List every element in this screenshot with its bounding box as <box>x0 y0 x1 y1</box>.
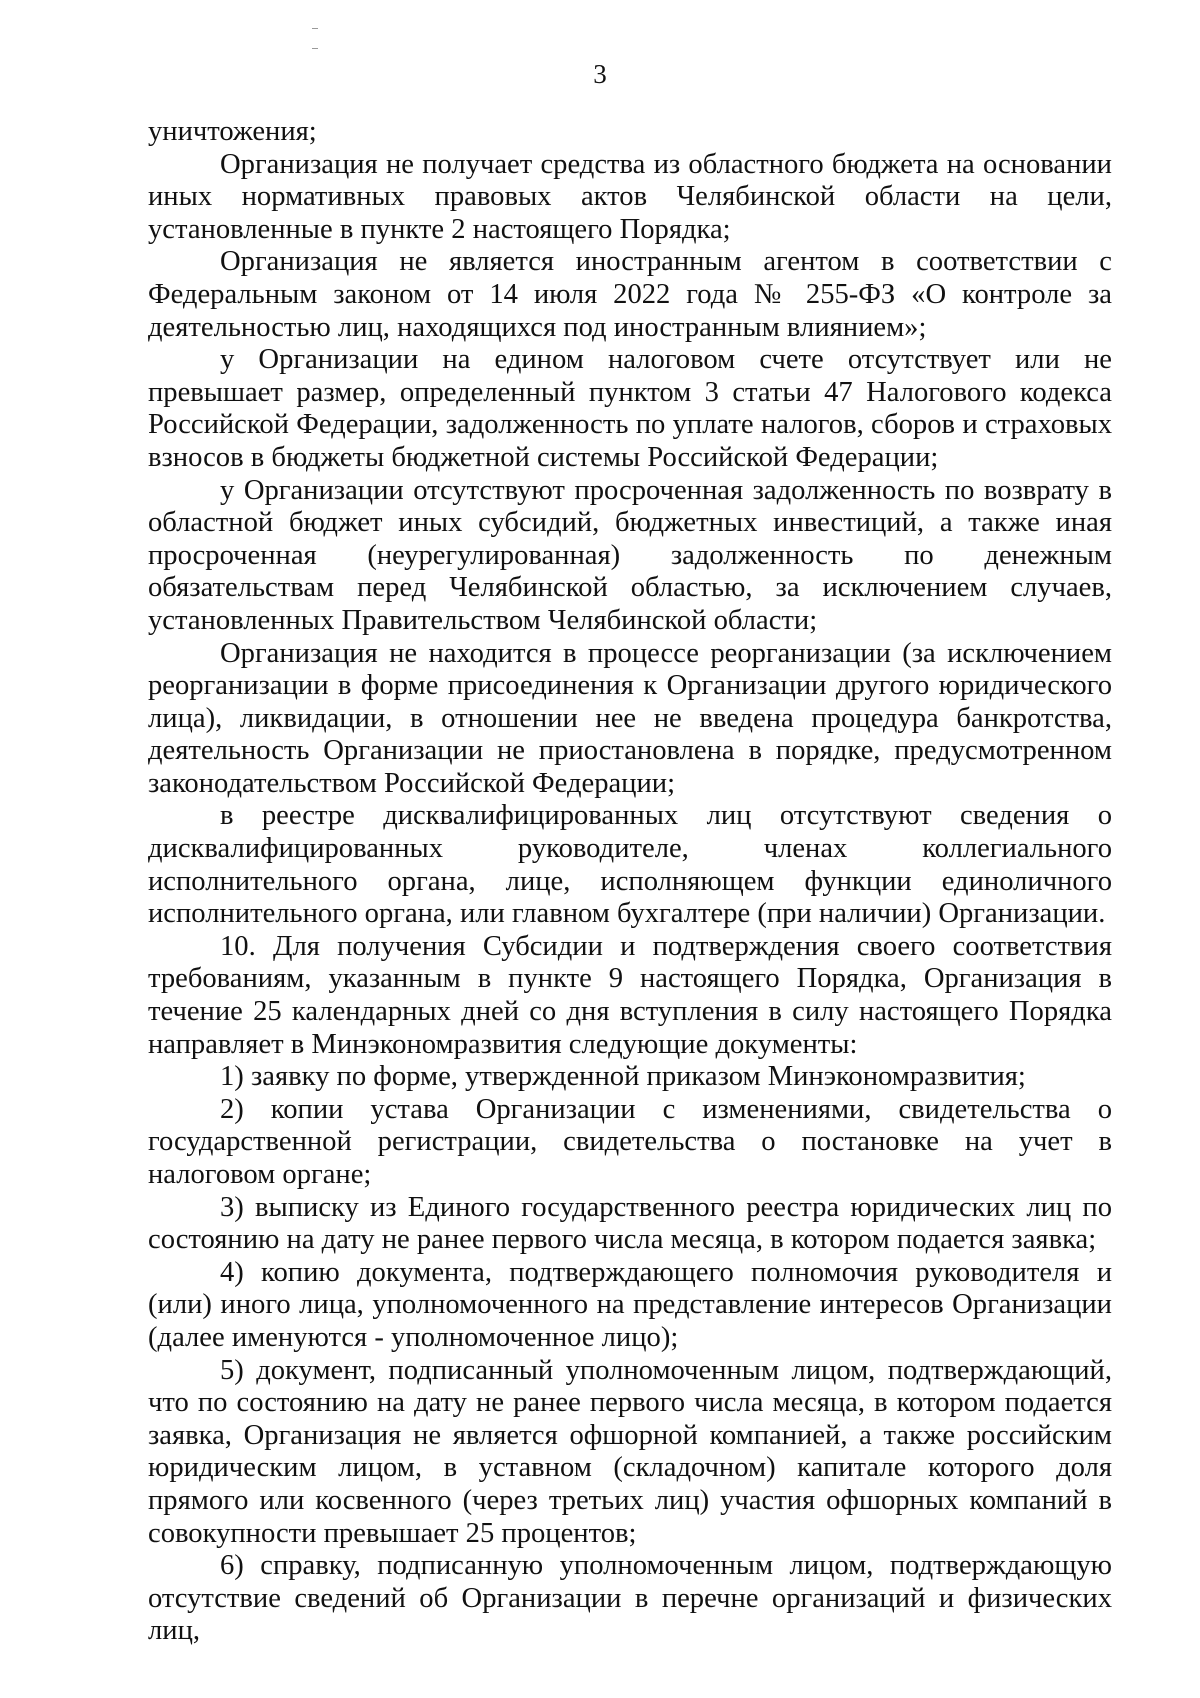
paragraph: Организация не является иностранным агентом в соответствии с Федеральным законом от 14 июля 2022 года № 255-ФЗ «О контроле за деятельностью лиц, находящихся под иностранным влиянием»; <box>148 246 1112 343</box>
paragraph: уничтожения; <box>148 116 317 147</box>
list-item: 5) документ, подписанный уполномоченным лицом, подтверждающий, что по состоянию на дату не ранее первого числа месяца, в котором подается заявка, Организация не является офшорной компанией, а также российским юридическим лицом, в уставном (складочном) капитале которого доля прямого или косвенного (через третьих лиц) участия офшорных компаний в совокупности превышает 25 процентов; <box>148 1354 1112 1549</box>
list-item: 2) копии устава Организации с изменениями, свидетельства о государственной регистрации, свидетельства о постановке на учет в налоговом органе; <box>148 1093 1112 1190</box>
paragraph: Организация не получает средства из областного бюджета на основании иных нормативных правовых актов Челябинской области на цели, установленные в пункте 2 настоящего Порядка; <box>148 148 1112 245</box>
paragraph: у Организации отсутствуют просроченная задолженность по возврату в областной бюджет иных субсидий, бюджетных инвестиций, а также иная просроченная (неурегулированная) задолженность по денежным обязательствам перед Челябинской областью, за исключением случаев, установленных Правительством Челябинской области; <box>148 474 1112 636</box>
paragraph: Организация не находится в процессе реорганизации (за исключением реорганизации в форме присоединения к Организации другого юридического лица), ликвидации, в отношении нее не введена процедура банкротства, деятельность Организации не приостановлена в порядке, предусмотренном законодательством Российской Федерации; <box>148 637 1112 799</box>
paragraph: в реестре дисквалифицированных лиц отсутствуют сведения о дисквалифицированных руководителе, членах коллегиального исполнительного органа, лице, исполняющем функции единоличного исполнительного органа, или главном бухгалтере (при наличии) Организации. <box>148 800 1112 930</box>
list-item: 3) выписку из Единого государственного реестра юридических лиц по состоянию на дату не ранее первого числа месяца, в котором подается заявка; <box>148 1191 1112 1256</box>
scan-artifact-mark <box>312 28 318 29</box>
scan-artifact-mark <box>312 48 318 49</box>
paragraph: 10. Для получения Субсидии и подтверждения своего соответствия требованиям, указанным в пункте 9 настоящего Порядка, Организация в течение 25 календарных дней со дня вступления в силу настоящего Порядка направляет в Минэкономразвития следующие документы: <box>148 930 1112 1060</box>
list-item: 6) справку, подписанную уполномоченным лицом, подтверждающую отсутствие сведений об Организации в перечне организаций и физических лиц, <box>148 1550 1112 1647</box>
page-number: 3 <box>593 59 607 89</box>
document-body <box>148 116 1112 1648</box>
list-item: 1) заявку по форме, утвержденной приказом Минэкономразвития; <box>220 1061 1026 1093</box>
paragraph: у Организации на едином налоговом счете отсутствует или не превышает размер, определенный пунктом 3 статьи 47 Налогового кодекса Российской Федерации, задолженность по уплате налогов, сборов и страховых взносов в бюджеты бюджетной системы Российской Федерации; <box>148 344 1112 473</box>
list-item: 4) копию документа, подтверждающего полномочия руководителя и (или) иного лица, уполномоченного на представление интересов Организации (далее именуются - уполномоченное лицо); <box>148 1256 1112 1353</box>
